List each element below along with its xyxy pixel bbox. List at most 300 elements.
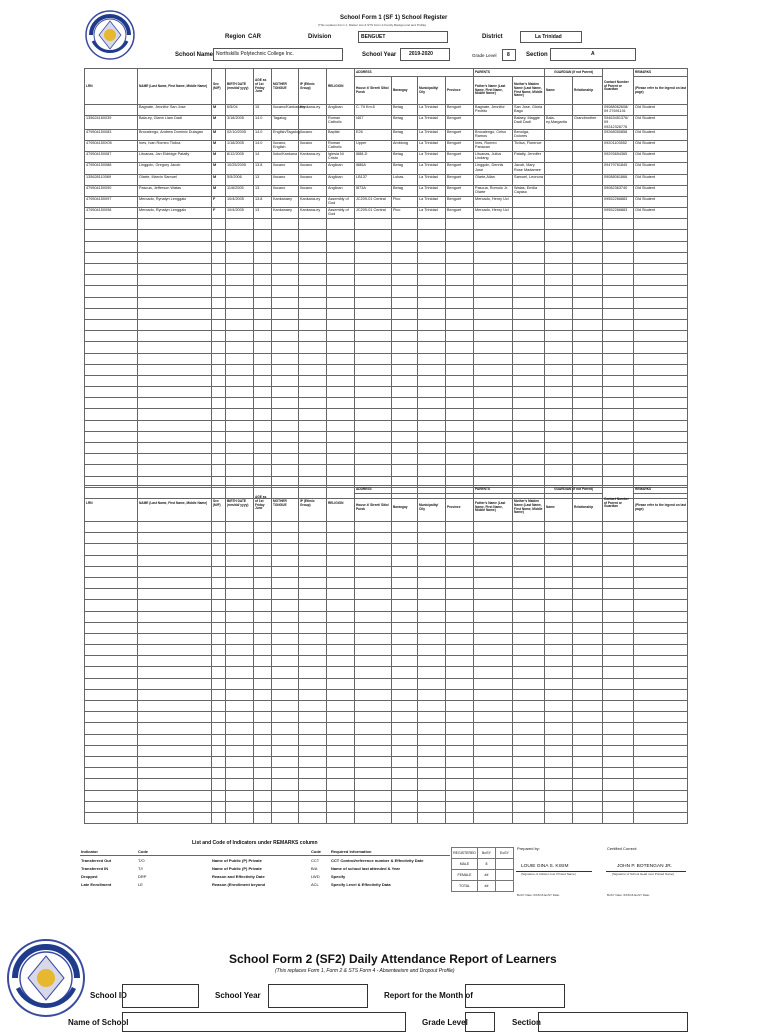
table-cell-lrn — [85, 105, 138, 116]
table-cell — [474, 645, 513, 656]
table-cell — [474, 375, 513, 386]
col-remarks-note: (Please refer to the legend on last page) — [634, 494, 688, 522]
table-cell-remarks: Old Student — [634, 185, 688, 196]
table-cell-gname — [545, 185, 573, 196]
table-cell — [418, 275, 446, 286]
table-row — [85, 622, 688, 633]
table-cell — [226, 398, 254, 409]
table-cell — [299, 219, 327, 230]
table-cell — [545, 319, 573, 330]
form1-subtitle: (This replaces Form 1, Master List & STS Form 2-Family Background and Profile) — [318, 23, 427, 27]
table-cell — [513, 443, 545, 454]
table-cell — [327, 756, 355, 767]
table-cell — [446, 375, 474, 386]
table-cell — [573, 353, 603, 364]
table-cell — [573, 387, 603, 398]
report-month-field[interactable] — [465, 984, 565, 1008]
table-cell-contact: 09088062608/ 09 27691101 — [603, 105, 634, 116]
section-field[interactable]: A — [550, 48, 636, 61]
table-cell — [418, 577, 446, 588]
table-cell-prov: Benguet — [446, 140, 474, 151]
table-cell — [603, 342, 634, 353]
table-cell — [85, 589, 138, 600]
table-cell — [418, 364, 446, 375]
table-cell — [138, 645, 212, 656]
table-cell — [474, 454, 513, 465]
table-cell — [299, 454, 327, 465]
table-cell — [85, 678, 138, 689]
col-barangay: Barangay — [392, 494, 418, 522]
table-cell — [299, 678, 327, 689]
table-cell-gname — [545, 174, 573, 185]
table-cell — [299, 387, 327, 398]
table-cell — [212, 756, 226, 767]
table-cell — [634, 790, 688, 801]
table-cell-religion: Roman Catholic — [327, 140, 355, 151]
table-cell — [138, 420, 212, 431]
table-cell — [446, 555, 474, 566]
district-field[interactable]: La Trinidad — [520, 31, 582, 43]
table-cell — [603, 522, 634, 533]
table-cell — [446, 275, 474, 286]
table-cell-mt: Kankanaey — [272, 208, 299, 219]
table-cell-mt: Kankanaey — [272, 196, 299, 207]
table-cell — [474, 555, 513, 566]
table-cell — [254, 723, 272, 734]
table-cell — [299, 622, 327, 633]
table-cell — [446, 409, 474, 420]
code-header: Code — [137, 847, 211, 856]
table-cell — [226, 768, 254, 779]
table-cell — [226, 230, 254, 241]
table-row — [85, 656, 688, 667]
table-cell — [212, 443, 226, 454]
table-cell-mother: Ticlica, Florence — [513, 140, 545, 151]
table-cell — [254, 645, 272, 656]
table-row — [85, 645, 688, 656]
col-ip: IP (Ethnic Group) — [299, 486, 327, 522]
grade-level-field[interactable]: 8 — [502, 49, 516, 61]
table-cell — [85, 667, 138, 678]
table-cell — [392, 667, 418, 678]
table-cell — [545, 622, 573, 633]
table-cell — [513, 420, 545, 431]
table-cell — [392, 689, 418, 700]
table-cell-mother: Jacob, Mary Rose Madamee — [513, 163, 545, 174]
table-cell — [85, 633, 138, 644]
table-row — [85, 398, 688, 409]
table-cell — [85, 443, 138, 454]
indicator-cell-code2: ACL — [311, 881, 319, 887]
indicator-cell-indicator: Late Enrollment — [81, 881, 112, 887]
table-cell — [474, 364, 513, 375]
table-cell — [634, 656, 688, 667]
table-cell — [138, 219, 212, 230]
table-cell — [634, 600, 688, 611]
indicator-cell-info2: Specify — [331, 873, 346, 879]
table-cell — [212, 319, 226, 330]
table-cell — [634, 622, 688, 633]
table-cell — [446, 252, 474, 263]
table-row — [85, 779, 688, 790]
table-cell — [418, 678, 446, 689]
indicator-cell-info: Name of Public (P) Private — [212, 865, 262, 871]
table-cell-brgy: Betag — [392, 163, 418, 174]
table-cell — [446, 420, 474, 431]
table-cell — [573, 745, 603, 756]
table-cell — [603, 712, 634, 723]
table-cell — [355, 331, 392, 342]
table-cell — [355, 286, 392, 297]
table-cell — [418, 745, 446, 756]
table-cell — [634, 252, 688, 263]
table-cell-muni: La Trinidad — [418, 116, 446, 130]
table-cell — [513, 577, 545, 588]
table-cell — [299, 275, 327, 286]
col-municipality: Municipality/ City — [418, 77, 446, 105]
table-cell — [138, 342, 212, 353]
table-cell — [138, 522, 212, 533]
form2-grade-level-label: Grade Level — [422, 1018, 468, 1027]
table-cell — [272, 745, 299, 756]
table-cell — [355, 734, 392, 745]
table-cell — [212, 275, 226, 286]
table-cell — [254, 454, 272, 465]
table-cell — [573, 241, 603, 252]
table-cell — [85, 756, 138, 767]
table-cell-rel — [573, 129, 603, 140]
table-cell-age: 13.8 — [254, 163, 272, 174]
table-cell — [272, 241, 299, 252]
table-row — [85, 364, 688, 375]
table-cell-religion: Baptist — [327, 129, 355, 140]
table-cell — [226, 723, 254, 734]
table-row — [85, 342, 688, 353]
table-cell-lrn: 479504150083 — [85, 129, 138, 140]
table-cell — [603, 275, 634, 286]
table-cell — [254, 633, 272, 644]
table-cell — [138, 454, 212, 465]
table-cell — [85, 409, 138, 420]
table-cell — [446, 779, 474, 790]
table-cell — [446, 431, 474, 442]
table-cell — [226, 812, 254, 823]
table-cell — [355, 678, 392, 689]
table-cell — [226, 522, 254, 533]
table-cell — [634, 611, 688, 622]
table-cell — [254, 812, 272, 823]
table-cell — [212, 308, 226, 319]
table-cell — [573, 308, 603, 319]
table-cell — [392, 723, 418, 734]
col-parents: PARENTS — [474, 69, 545, 77]
table-cell-remarks: Old Student — [634, 208, 688, 219]
table-cell — [545, 331, 573, 342]
table-cell — [418, 656, 446, 667]
table-cell — [272, 308, 299, 319]
table-cell — [226, 667, 254, 678]
table-cell — [272, 387, 299, 398]
form2-grade-level-field[interactable] — [465, 1012, 495, 1032]
division-label: Division — [308, 34, 332, 40]
table-cell — [254, 241, 272, 252]
table-cell-mother: Benolga, Dolores — [513, 129, 545, 140]
table-cell — [446, 689, 474, 700]
table-row — [85, 633, 688, 644]
table-cell — [573, 331, 603, 342]
table-cell — [634, 522, 688, 533]
table-cell — [603, 566, 634, 577]
table-cell — [212, 387, 226, 398]
table-cell — [446, 443, 474, 454]
table-cell — [573, 219, 603, 230]
table-cell-muni: La Trinidad — [418, 129, 446, 140]
table-cell — [545, 264, 573, 275]
table-cell — [513, 286, 545, 297]
table-cell — [226, 600, 254, 611]
table-cell — [634, 409, 688, 420]
table-cell — [299, 252, 327, 263]
table-cell-lrn: 479504150090 — [85, 185, 138, 196]
table-cell — [513, 768, 545, 779]
table-cell — [474, 297, 513, 308]
table-cell — [513, 589, 545, 600]
table-cell — [85, 768, 138, 779]
table-cell-prov: Benguet — [446, 208, 474, 219]
table-cell — [226, 219, 254, 230]
table-cell-father: Lituanas, Julius Lindang — [474, 152, 513, 163]
table-cell — [212, 241, 226, 252]
table-cell — [474, 431, 513, 442]
table-cell — [212, 790, 226, 801]
table-cell — [446, 645, 474, 656]
table-cell-age: 14.0 — [254, 140, 272, 151]
table-cell — [272, 723, 299, 734]
table-cell — [418, 589, 446, 600]
indicator-cell-code2: B/A — [311, 865, 318, 871]
table-cell — [327, 533, 355, 544]
table-cell — [327, 701, 355, 712]
table-row — [85, 745, 688, 756]
division-field[interactable]: BENGUET — [358, 31, 448, 43]
table-cell-rel: Grandmother — [573, 116, 603, 130]
table-cell-muni: La Trinidad — [418, 174, 446, 185]
table-cell — [138, 465, 212, 476]
table-cell — [254, 544, 272, 555]
col-age: AGE as of 1st Friday June — [254, 486, 272, 522]
table-cell — [226, 409, 254, 420]
table-cell — [226, 264, 254, 275]
table-cell-muni: La Trinidad — [418, 196, 446, 207]
table-cell — [545, 230, 573, 241]
table-cell — [212, 801, 226, 812]
school-name-field[interactable]: Northskills Polytechnic College Inc. — [213, 48, 343, 61]
table-cell — [299, 611, 327, 622]
table-cell — [634, 533, 688, 544]
col-contact: Contact Number of Parent or Guardian — [603, 69, 634, 105]
table-cell — [418, 331, 446, 342]
table-cell-father: Bagnate, Jennifor Pedrito — [474, 105, 513, 116]
table-cell — [355, 633, 392, 644]
table-cell — [226, 375, 254, 386]
table-cell — [446, 622, 474, 633]
table-cell-remarks: Old Student — [634, 152, 688, 163]
table-cell — [272, 465, 299, 476]
table-cell — [327, 342, 355, 353]
col-mother-tongue: MOTHER TONGUE — [272, 486, 299, 522]
table-cell — [513, 622, 545, 633]
table-cell — [634, 723, 688, 734]
table-cell-father: Brocalengo, Celso Ramos — [474, 129, 513, 140]
table-cell — [138, 308, 212, 319]
table-cell — [392, 219, 418, 230]
table-cell — [474, 533, 513, 544]
indicator-header: Indicator — [80, 847, 137, 856]
table-cell — [85, 533, 138, 544]
form2-school-year-field[interactable] — [268, 984, 368, 1008]
table-cell — [634, 297, 688, 308]
table-cell — [355, 319, 392, 330]
indicator-cell-indicator: Transferred IN — [81, 865, 109, 871]
table-cell — [573, 409, 603, 420]
table-cell — [446, 768, 474, 779]
table-cell-ip: Ilocano — [299, 185, 327, 196]
table-cell — [392, 286, 418, 297]
table-cell — [299, 342, 327, 353]
table-cell — [299, 522, 327, 533]
table-cell — [355, 241, 392, 252]
table-cell-contact: 09552266883 — [603, 208, 634, 219]
table-cell — [254, 745, 272, 756]
table-cell — [212, 264, 226, 275]
table-cell — [446, 230, 474, 241]
table-cell — [299, 409, 327, 420]
table-cell — [355, 420, 392, 431]
name-school-field[interactable] — [122, 1012, 406, 1032]
table-cell — [513, 364, 545, 375]
table-cell — [474, 622, 513, 633]
form2-section-field[interactable] — [538, 1012, 688, 1032]
table-cell — [212, 712, 226, 723]
table-row — [85, 678, 688, 689]
table-cell-name: Brocalengo, Andrew Dominic Dulagan — [138, 129, 212, 140]
table-cell — [418, 219, 446, 230]
table-cell — [138, 331, 212, 342]
table-cell — [545, 364, 573, 375]
table-row — [85, 140, 688, 151]
table-cell-birth: 10/25/2005 — [226, 163, 254, 174]
table-cell-father: Mercado, Henry Uci — [474, 196, 513, 207]
table-cell — [446, 611, 474, 622]
table-cell — [603, 252, 634, 263]
table-cell-lrn: 135628110069 — [85, 174, 138, 185]
table-cell — [212, 600, 226, 611]
table-cell — [573, 375, 603, 386]
table-cell — [474, 790, 513, 801]
table-cell — [418, 522, 446, 533]
table-cell — [355, 611, 392, 622]
table-cell — [327, 375, 355, 386]
table-cell — [418, 241, 446, 252]
indicator-cell-info: Name of Public (P) Private — [212, 857, 262, 863]
table-cell — [299, 230, 327, 241]
table-cell — [254, 398, 272, 409]
table-row — [85, 533, 688, 544]
table-cell — [272, 589, 299, 600]
table-cell — [474, 230, 513, 241]
table-cell — [226, 734, 254, 745]
table-cell — [138, 264, 212, 275]
table-cell — [212, 230, 226, 241]
col-mother-tongue: MOTHER TONGUE — [272, 69, 299, 105]
table-cell — [299, 319, 327, 330]
table-cell — [327, 555, 355, 566]
table-cell-ip: Kankana-ey — [299, 105, 327, 116]
table-cell-rel — [573, 185, 603, 196]
table-cell — [603, 409, 634, 420]
table-cell — [299, 790, 327, 801]
table-cell — [299, 577, 327, 588]
table-cell — [138, 600, 212, 611]
table-cell — [474, 544, 513, 555]
table-cell — [392, 398, 418, 409]
table-cell — [513, 454, 545, 465]
table-cell — [634, 308, 688, 319]
col-remarks: REMARKS — [634, 486, 688, 494]
table-cell — [272, 779, 299, 790]
table-cell — [327, 633, 355, 644]
table-cell-remarks: Old Student — [634, 163, 688, 174]
table-cell — [513, 297, 545, 308]
school-year-field[interactable]: 2019-2020 — [400, 48, 450, 61]
table-cell — [254, 409, 272, 420]
table-cell — [254, 375, 272, 386]
table-cell-religion: Anglican — [327, 105, 355, 116]
table-cell-ip: Kankana-ey — [299, 208, 327, 219]
table-cell — [603, 286, 634, 297]
table-cell-mt: English/Tagalog — [272, 129, 299, 140]
table-cell-prov: Benguet — [446, 152, 474, 163]
table-cell-birth: 10/4/2005 — [226, 196, 254, 207]
table-cell — [85, 420, 138, 431]
table-cell — [603, 611, 634, 622]
table-cell — [355, 801, 392, 812]
table-cell — [212, 611, 226, 622]
table-cell — [603, 420, 634, 431]
table-cell — [513, 790, 545, 801]
table-cell — [603, 801, 634, 812]
table-cell — [212, 219, 226, 230]
table-cell-lrn: 479504150097 — [85, 196, 138, 207]
table-cell — [513, 331, 545, 342]
table-cell — [634, 633, 688, 644]
table-cell-name: Mercado, Rynalyn Lenggalo — [138, 196, 212, 207]
table-cell-religion: Anglican — [327, 174, 355, 185]
school-id-field[interactable] — [122, 984, 199, 1008]
col-age: AGE as of 1st Friday June — [254, 69, 272, 105]
table-cell-name: Pascua, Jefferson Watas — [138, 185, 212, 196]
table-cell — [446, 241, 474, 252]
table-cell — [446, 656, 474, 667]
table-cell-brgy: Betag — [392, 152, 418, 163]
table-cell-sex: M — [212, 152, 226, 163]
table-cell — [138, 533, 212, 544]
table-cell-brgy: Betag — [392, 185, 418, 196]
table-cell — [299, 364, 327, 375]
table-cell — [254, 275, 272, 286]
table-cell — [355, 375, 392, 386]
table-cell — [392, 544, 418, 555]
